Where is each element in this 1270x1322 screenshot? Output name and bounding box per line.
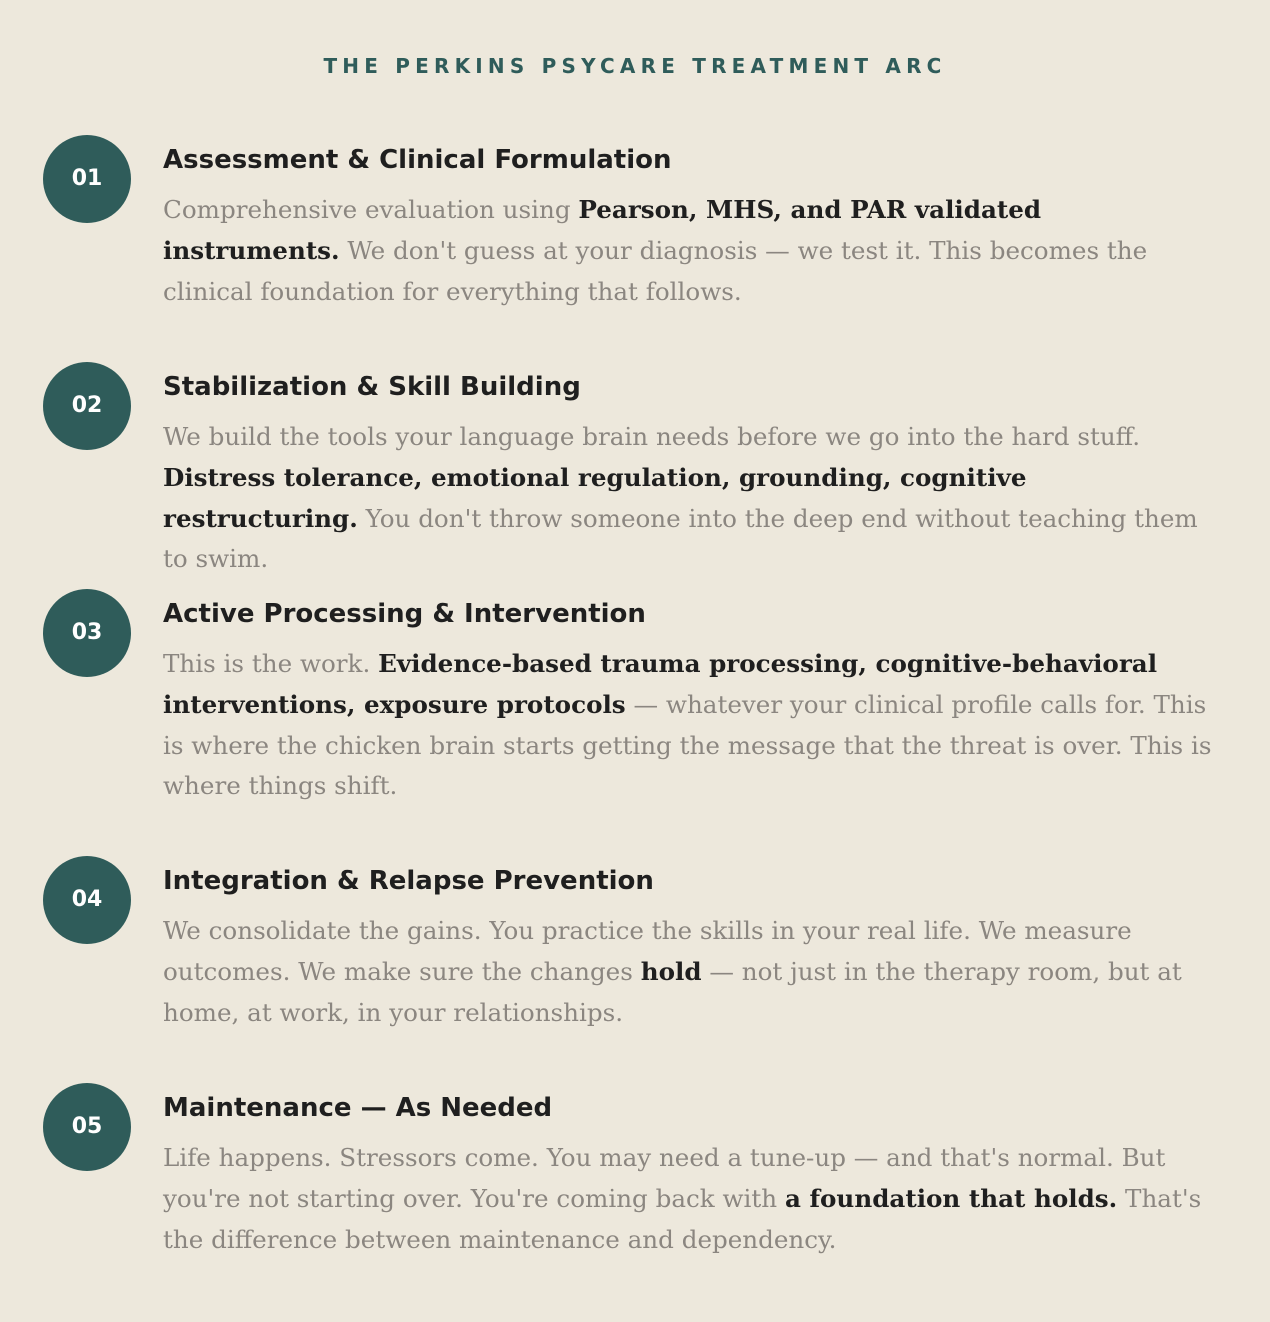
step-text: You don't throw someone into the deep end without teaching them to swim. <box>163 503 1198 574</box>
step-text: — whatever your clinical profile calls for. This is where the chicken brain starts getting the message that the threat is over. This is where things shift. <box>163 689 1212 801</box>
step-description <box>163 911 1213 1033</box>
step-title: Integration & Relapse Prevention <box>163 866 654 896</box>
step-title: Assessment & Clinical Formulation <box>163 145 672 175</box>
step-emphasis: hold <box>640 956 702 986</box>
step-text: Comprehensive evaluation using <box>163 195 579 224</box>
step-text: This is the work. <box>163 649 379 678</box>
step-text: — not just in the therapy room, but at home, at work, in your relationships. <box>163 956 1182 1027</box>
step-emphasis: Pearson, MHS, and PAR validated instruments. <box>163 195 1042 265</box>
step-number-badge: 02 <box>43 362 131 450</box>
step-number-badge: 05 <box>43 1083 131 1171</box>
step-emphasis: a foundation that holds. <box>784 1183 1118 1213</box>
step-description <box>163 1138 1213 1260</box>
step-text: That's the difference between maintenance and dependency. <box>163 1183 1202 1254</box>
step-text: We consolidate the gains. You practice the skills in your real life. We measure outcomes. We make sure the changes <box>163 916 1132 986</box>
section-eyebrow: THE PERKINS PSYCARE TREATMENT ARC <box>323 54 947 78</box>
step-title: Stabilization & Skill Building <box>163 372 581 402</box>
step-description <box>163 417 1213 580</box>
step-description <box>163 190 1213 312</box>
step-title: Maintenance — As Needed <box>163 1093 553 1123</box>
step-number-badge: 04 <box>43 856 131 944</box>
step-title: Active Processing & Intervention <box>163 599 646 629</box>
step-number-badge: 01 <box>43 135 131 223</box>
step-emphasis: Distress tolerance, emotional regulation, grounding, cognitive restructuring. <box>163 462 1027 533</box>
step-text: Life happens. Stressors come. You may need a tune-up — and that's normal. But you're not starting over. You're coming back with <box>163 1143 1166 1213</box>
step-description <box>163 644 1213 807</box>
step-number-badge: 03 <box>43 589 131 677</box>
step-text: We don't guess at your diagnosis — we test it. This becomes the clinical foundation for everything that follows. <box>163 235 1148 306</box>
step-emphasis: Evidence-based trauma processing, cognitive-behavioral interventions, exposure protocols <box>163 649 1158 719</box>
step-text: We build the tools your language brain needs before we go into the hard stuff. <box>163 422 1141 451</box>
